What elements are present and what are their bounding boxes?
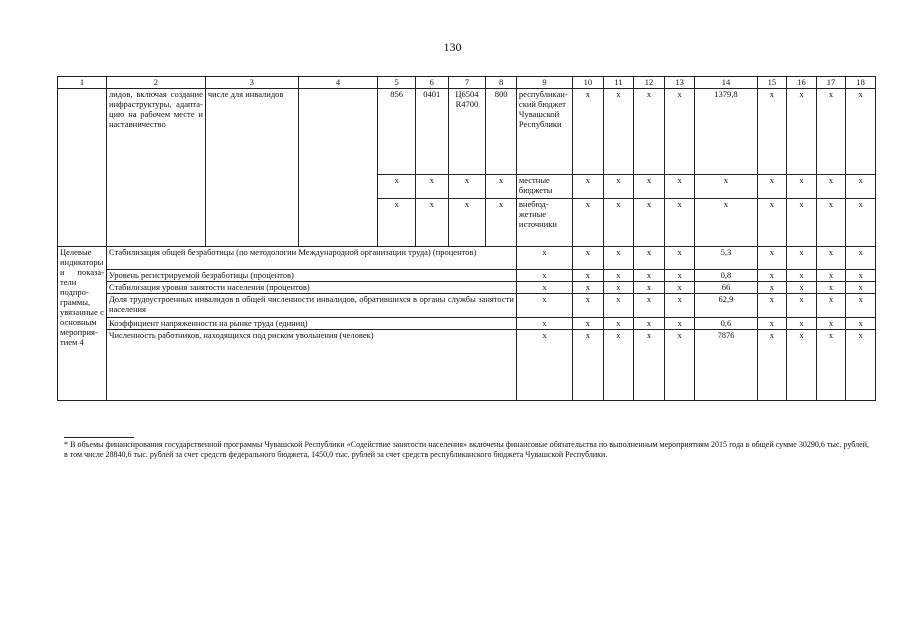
year-cell: x bbox=[757, 247, 787, 270]
header-cell: 2 bbox=[106, 77, 205, 89]
funding-source: местные бюджеты bbox=[516, 175, 572, 199]
year-cell: x bbox=[634, 282, 665, 294]
year-cell: x bbox=[573, 294, 604, 318]
year-cell: x bbox=[634, 270, 665, 282]
year-cell: x bbox=[787, 282, 817, 294]
year-cell: x bbox=[846, 175, 876, 199]
budget-code-cell: x bbox=[448, 199, 486, 247]
indicator-row bbox=[58, 330, 876, 401]
indicator-name: Уровень регистрируемой безработицы (процентов) bbox=[106, 270, 516, 282]
year-value-cell: x bbox=[695, 199, 757, 247]
year-cell: x bbox=[787, 199, 817, 247]
indicator-row bbox=[58, 318, 876, 330]
year-cell: x bbox=[664, 330, 695, 401]
year-cell: x bbox=[634, 318, 665, 330]
budget-code-cell: x bbox=[378, 175, 416, 199]
year-cell: x bbox=[664, 318, 695, 330]
indicator-name: Коэффициент напряженности на рынке труда (единиц) bbox=[106, 318, 516, 330]
year-value-cell: x bbox=[695, 175, 757, 199]
year-cell: x bbox=[757, 199, 787, 247]
year-cell: x bbox=[816, 330, 846, 401]
funding-source: внебюджетные источники bbox=[516, 199, 572, 247]
budget-code-cell: 800 bbox=[486, 89, 517, 175]
indicator-value: 7876 bbox=[695, 330, 757, 401]
indicator-cell: x bbox=[516, 294, 572, 318]
year-cell: x bbox=[573, 247, 604, 270]
year-cell: x bbox=[573, 318, 604, 330]
header-cell: 11 bbox=[603, 77, 634, 89]
year-cell: x bbox=[573, 175, 604, 199]
footnote: * В объемы финансирования государственной программы Чувашской Республики «Содействие занятости населения» включены финансовые обязательства по выполненным мероприятиям 2015 года в общей сумме 30290,6 тыс. рублей, в том числе 28840,6 тыс. рублей за счет средств федерального бюджета, 1450,0 тыс. рублей за счет средств республиканского бюджета Чувашской Республики. bbox=[64, 440, 869, 459]
year-cell: x bbox=[603, 270, 634, 282]
year-cell: x bbox=[846, 247, 876, 270]
budget-code-cell: x bbox=[486, 199, 517, 247]
year-cell: x bbox=[664, 270, 695, 282]
year-cell: x bbox=[664, 175, 695, 199]
year-cell: x bbox=[603, 330, 634, 401]
year-cell: x bbox=[573, 199, 604, 247]
year-cell: x bbox=[787, 175, 817, 199]
indicator-row bbox=[58, 247, 876, 270]
year-cell: x bbox=[787, 294, 817, 318]
year-cell: x bbox=[757, 282, 787, 294]
header-cell: 17 bbox=[816, 77, 846, 89]
header-cell: 9 bbox=[516, 77, 572, 89]
year-cell: x bbox=[603, 89, 634, 175]
header-cell: 10 bbox=[573, 77, 604, 89]
budget-code-cell: x bbox=[415, 175, 448, 199]
indicator-cell: x bbox=[516, 318, 572, 330]
year-cell: x bbox=[634, 294, 665, 318]
year-cell: x bbox=[816, 199, 846, 247]
year-cell: x bbox=[787, 270, 817, 282]
indicator-value: 0,6 bbox=[695, 318, 757, 330]
year-cell: x bbox=[757, 175, 787, 199]
year-cell: x bbox=[816, 282, 846, 294]
indicator-row bbox=[58, 282, 876, 294]
budget-code-cell: x bbox=[415, 199, 448, 247]
budget-code-cell: 0401 bbox=[415, 89, 448, 175]
header-cell: 5 bbox=[378, 77, 416, 89]
year-cell: x bbox=[634, 175, 665, 199]
indicators-label: Целевые индикаторы и показатели подпрограммы, увязанные с основным мероприятием 4 bbox=[58, 247, 107, 401]
year-cell: x bbox=[603, 199, 634, 247]
year-cell: x bbox=[634, 247, 665, 270]
year-cell: x bbox=[664, 282, 695, 294]
indicator-cell: x bbox=[516, 330, 572, 401]
year-cell: x bbox=[816, 294, 846, 318]
year-cell: x bbox=[634, 199, 665, 247]
header-cell: 13 bbox=[664, 77, 695, 89]
table-row bbox=[58, 89, 876, 175]
year-cell: x bbox=[787, 318, 817, 330]
indicator-cell: x bbox=[516, 247, 572, 270]
year-cell: x bbox=[603, 175, 634, 199]
budget-code-cell: 856 bbox=[378, 89, 416, 175]
year-cell: x bbox=[573, 330, 604, 401]
header-cell: 7 bbox=[448, 77, 486, 89]
year-cell: x bbox=[846, 199, 876, 247]
year-cell: x bbox=[634, 89, 665, 175]
year-cell: x bbox=[603, 318, 634, 330]
year-cell: x bbox=[846, 330, 876, 401]
indicator-cell: x bbox=[516, 282, 572, 294]
indicator-value: 62,9 bbox=[695, 294, 757, 318]
year-cell: x bbox=[603, 294, 634, 318]
year-cell: x bbox=[816, 175, 846, 199]
year-cell: x bbox=[846, 318, 876, 330]
header-cell: 8 bbox=[486, 77, 517, 89]
funding-source: республиканский бюджет Чувашской Республики bbox=[516, 89, 572, 175]
column-number-row bbox=[58, 77, 876, 89]
indicator-name: Численность работников, находящихся под риском увольнения (человек) bbox=[106, 330, 516, 401]
table-cell bbox=[298, 89, 378, 247]
year-cell: x bbox=[816, 247, 846, 270]
header-cell: 1 bbox=[58, 77, 107, 89]
year-cell: x bbox=[664, 294, 695, 318]
year-cell: x bbox=[757, 89, 787, 175]
indicator-row bbox=[58, 270, 876, 282]
budget-code-cell: x bbox=[486, 175, 517, 199]
year-cell: x bbox=[664, 199, 695, 247]
budget-code-cell: x bbox=[448, 175, 486, 199]
header-cell: 18 bbox=[846, 77, 876, 89]
indicator-name: Стабилизация общей безработицы (по методологии Международной организации труда) (процентов) bbox=[106, 247, 516, 270]
year-cell: x bbox=[603, 247, 634, 270]
page-number: 130 bbox=[443, 40, 462, 54]
year-cell: x bbox=[816, 89, 846, 175]
year-cell: x bbox=[757, 270, 787, 282]
table-cell bbox=[58, 89, 107, 247]
year-cell: x bbox=[757, 330, 787, 401]
footnote-divider bbox=[64, 437, 134, 438]
year-cell: x bbox=[787, 330, 817, 401]
year-cell: x bbox=[787, 247, 817, 270]
year-cell: x bbox=[573, 270, 604, 282]
year-value-cell: 1379,8 bbox=[695, 89, 757, 175]
year-cell: x bbox=[846, 294, 876, 318]
header-cell: 6 bbox=[415, 77, 448, 89]
year-cell: x bbox=[634, 330, 665, 401]
year-cell: x bbox=[757, 318, 787, 330]
year-cell: x bbox=[573, 282, 604, 294]
year-cell: x bbox=[816, 318, 846, 330]
year-cell: x bbox=[846, 270, 876, 282]
budget-code-cell: x bbox=[378, 199, 416, 247]
year-cell: x bbox=[757, 294, 787, 318]
indicator-value: 5,3 bbox=[695, 247, 757, 270]
header-cell: 14 bbox=[695, 77, 757, 89]
indicator-value: 66 bbox=[695, 282, 757, 294]
activity-description: лидов, включая создание инфраструктуры, адаптацию на рабочем месте и наставничество bbox=[106, 89, 205, 247]
year-cell: x bbox=[603, 282, 634, 294]
year-cell: x bbox=[787, 89, 817, 175]
year-cell: x bbox=[573, 89, 604, 175]
header-cell: 12 bbox=[634, 77, 665, 89]
year-cell: x bbox=[846, 282, 876, 294]
activity-participants: числе для инвалидов bbox=[205, 89, 298, 247]
year-cell: x bbox=[664, 247, 695, 270]
indicator-row bbox=[58, 294, 876, 318]
indicator-cell: x bbox=[516, 270, 572, 282]
header-cell: 4 bbox=[298, 77, 378, 89]
indicator-value: 0,8 bbox=[695, 270, 757, 282]
indicator-name: Доля трудоустроенных инвалидов в общей численности инвалидов, обратившихся в органы службы занятости населения bbox=[106, 294, 516, 318]
program-table bbox=[57, 76, 876, 401]
budget-code-cell: Ц6504 R4700 bbox=[448, 89, 486, 175]
header-cell: 15 bbox=[757, 77, 787, 89]
year-cell: x bbox=[664, 89, 695, 175]
header-cell: 3 bbox=[205, 77, 298, 89]
year-cell: x bbox=[816, 270, 846, 282]
indicator-name: Стабилизация уровня занятости населения (процентов) bbox=[106, 282, 516, 294]
year-cell: x bbox=[846, 89, 876, 175]
header-cell: 16 bbox=[787, 77, 817, 89]
